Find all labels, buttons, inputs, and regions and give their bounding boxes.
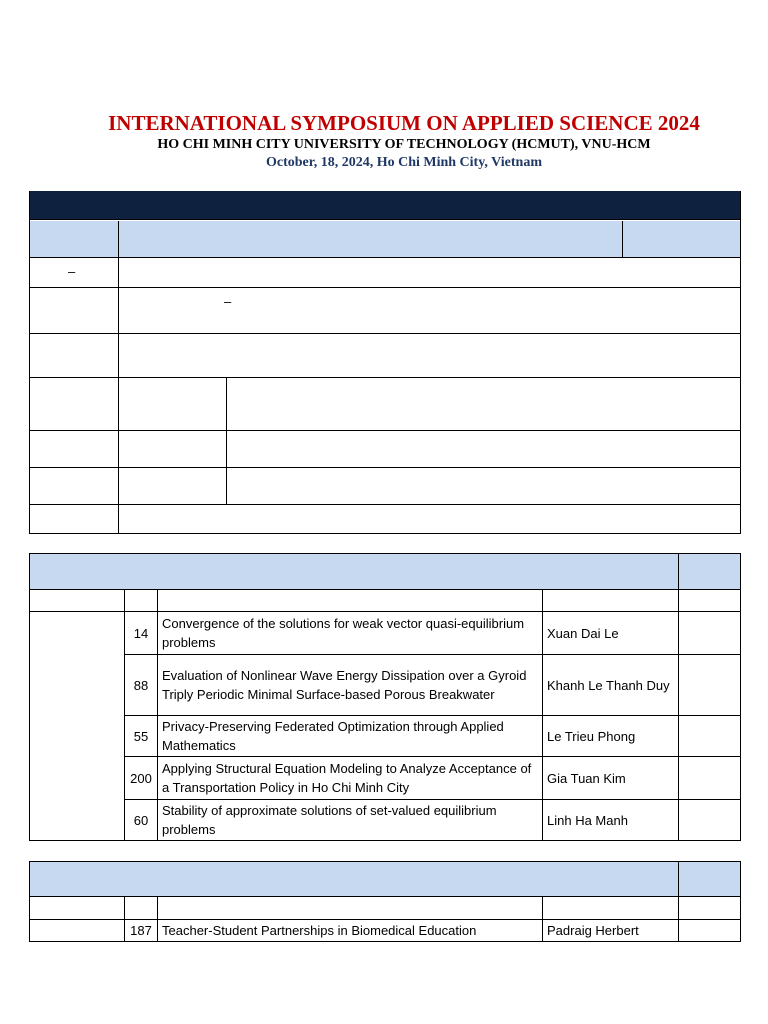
paper-author: Padraig Herbert bbox=[547, 923, 639, 938]
paper-title: Privacy-Preserving Federated Optimization through Applied Mathematics bbox=[162, 719, 504, 753]
venue-dash: – bbox=[224, 294, 232, 309]
paper-title: Applying Structural Equation Modeling to Analyze Acceptance of a Transportation Policy in Ho Chi Minh City bbox=[162, 761, 532, 795]
session2-header bbox=[29, 861, 740, 896]
time-dash: – bbox=[68, 264, 76, 279]
paper-author: Le Trieu Phong bbox=[547, 728, 636, 744]
paper-title: Convergence of the solutions for weak vector quasi-equilibrium problems bbox=[162, 616, 525, 650]
paper-id: 88 bbox=[133, 677, 149, 693]
paper-id: 60 bbox=[133, 812, 149, 828]
paper-title: Teacher-Student Partnerships in Biomedical Education bbox=[162, 923, 477, 938]
date-location: October, 18, 2024, Ho Chi Minh City, Vietnam bbox=[266, 155, 542, 170]
university-name: HO CHI MINH CITY UNIVERSITY OF TECHNOLOGY (HCMUT), VNU-HCM bbox=[157, 137, 651, 152]
paper-id: 200 bbox=[130, 770, 152, 786]
paper-title: Stability of approximate solutions of set-valued equilibrium problems bbox=[162, 803, 497, 837]
paper-author: Khanh Le Thanh Duy bbox=[547, 677, 670, 693]
paper-author: Gia Tuan Kim bbox=[547, 770, 626, 786]
schedule-column-header bbox=[29, 221, 740, 257]
session1-header bbox=[29, 553, 740, 589]
schedule-header-bar bbox=[29, 191, 740, 219]
symposium-title: INTERNATIONAL SYMPOSIUM ON APPLIED SCIENCE 2024 bbox=[108, 111, 700, 135]
paper-id: 14 bbox=[133, 625, 149, 641]
paper-author: Linh Ha Manh bbox=[547, 812, 628, 828]
paper-id: 187 bbox=[130, 923, 152, 938]
paper-author: Xuan Dai Le bbox=[547, 625, 619, 641]
paper-id: 55 bbox=[133, 728, 149, 744]
paper-title: Evaluation of Nonlinear Wave Energy Dissipation over a Gyroid Triply Periodic Minimal Surface-based Porous Breakwater bbox=[162, 668, 527, 702]
